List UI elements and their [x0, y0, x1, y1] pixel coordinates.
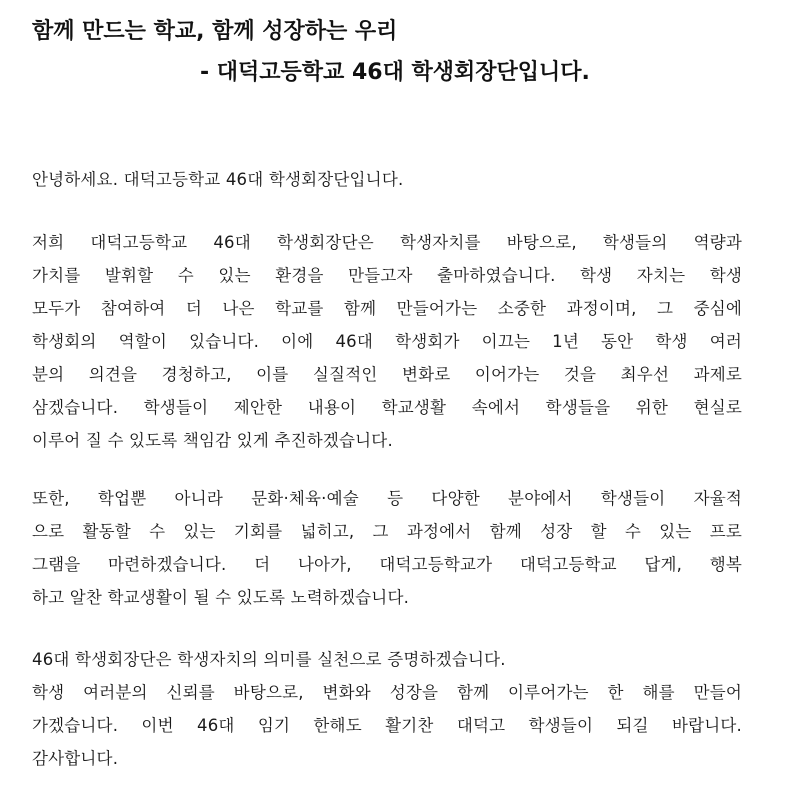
- paragraph-line: 이루어 질 수 있도록 책임감 있게 추진하겠습니다.: [32, 431, 393, 450]
- paragraph-line: 또한, 학업뿐 아니라 문화·체육·예술 등 다양한 분야에서 학생들이 자율적: [32, 489, 742, 508]
- paragraph-line: 46대 학생회장단은 학생자치의 의미를 실천으로 증명하겠습니다.: [32, 650, 506, 669]
- body-paragraph-1: [32, 226, 742, 457]
- paragraph-line: 하고 알찬 학교생활이 될 수 있도록 노력하겠습니다.: [32, 588, 410, 607]
- paragraph-line: 삼겠습니다. 학생들이 제안한 내용이 학교생활 속에서 학생들을 위한 현실로: [32, 398, 742, 417]
- paragraph-line: 모두가 참여하여 더 나은 학교를 함께 만들어가는 소중한 과정이며, 그 중심에: [32, 299, 742, 318]
- greeting-paragraph: [32, 163, 742, 196]
- paragraph-line: 학생 여러분의 신뢰를 바탕으로, 변화와 성장을 함께 이루어가는 한 해를 만들어: [32, 683, 742, 702]
- paragraph-line: 분의 의견을 경청하고, 이를 실질적인 변화로 이어가는 것을 최우선 과제로: [32, 365, 742, 384]
- body-paragraph-3: [32, 643, 742, 775]
- paragraph-line: 저희 대덕고등학교 46대 학생회장단은 학생자치를 바탕으로, 학생들의 역량과: [32, 233, 742, 252]
- paragraph-line: 으로 활동할 수 있는 기회를 넓히고, 그 과정에서 함께 성장 할 수 있는 프로: [32, 522, 742, 541]
- paragraph-line: 학생회의 역할이 있습니다. 이에 46대 학생회가 이끄는 1년 동안 학생 여러: [32, 332, 742, 351]
- greeting-line: 안녕하세요. 대덕고등학교 46대 학생회장단입니다.: [32, 170, 404, 189]
- paragraph-line: 감사합니다.: [32, 749, 119, 768]
- paragraph-line: 가치를 발휘할 수 있는 환경을 만들고자 출마하였습니다. 학생 자치는 학생: [32, 266, 742, 285]
- paragraph-line: 가겠습니다. 이번 46대 임기 한해도 활기찬 대덕고 학생들이 되길 바랍니다.: [32, 716, 742, 735]
- paragraph-line: 그램을 마련하겠습니다. 더 나아가, 대덕고등학교가 대덕고등학교 답게, 행복: [32, 555, 742, 574]
- body-paragraph-2: [32, 482, 742, 614]
- title-line-2: - 대덕고등학교 46대 학생회장단입니다.: [200, 60, 590, 85]
- title-line-1: 함께 만드는 학교, 함께 성장하는 우리: [32, 19, 398, 44]
